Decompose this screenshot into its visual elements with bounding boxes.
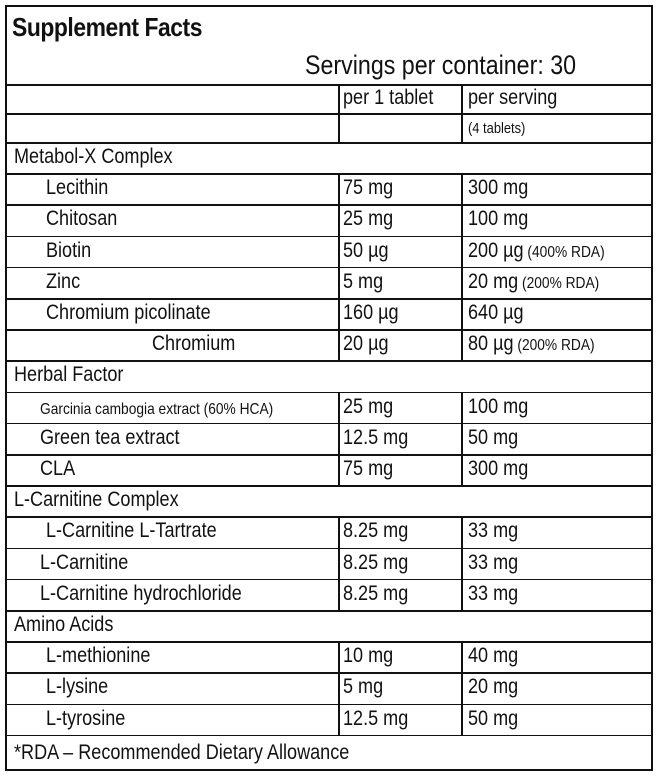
row-divider: [7, 360, 653, 362]
amount-per-tablet: 25 mg: [343, 207, 394, 231]
row-divider: [7, 236, 653, 238]
amount-per-tablet: 12.5 mg: [343, 425, 409, 449]
amount-per-serving: 80 µg (200% RDA): [468, 332, 595, 356]
row-divider: [7, 735, 653, 737]
row-divider: [7, 298, 653, 300]
ingredient-name: L-methionine: [46, 644, 151, 668]
row-divider: [7, 267, 653, 269]
ingredient-name: L-tyrosine: [46, 706, 126, 730]
header-per-tablet: per 1 tablet: [343, 86, 434, 109]
amount-per-serving: 200 µg (400% RDA): [468, 238, 605, 262]
row-divider: [7, 610, 653, 612]
ingredient-name: L-Carnitine L-Tartrate: [46, 519, 217, 543]
ingredient-name: Chitosan: [46, 207, 118, 231]
amount-per-serving: 33 mg: [468, 581, 519, 605]
ingredient-name: L-Carnitine: [40, 550, 129, 574]
rda-percent: (200% RDA): [513, 337, 595, 355]
amount-per-serving: 100 mg: [468, 207, 529, 231]
amount-per-tablet: 12.5 mg: [343, 706, 409, 730]
amount-per-serving: 40 mg: [468, 644, 519, 668]
ingredient-name: Zinc: [46, 269, 81, 293]
ingredient-name: Chromium picolinate: [46, 301, 211, 324]
column-divider: [461, 641, 463, 735]
amount-per-serving: 50 mg: [468, 706, 519, 730]
column-divider: [338, 173, 340, 360]
row-divider: [7, 485, 653, 487]
servings-per-container: Servings per container: 30: [305, 50, 577, 80]
ingredient-name: Biotin: [46, 238, 92, 262]
section-header: L-Carnitine Complex: [14, 488, 179, 512]
amount-per-tablet: 25 mg: [343, 394, 394, 418]
rda-percent: (400% RDA): [523, 243, 605, 261]
row-divider: [7, 113, 653, 115]
amount-per-serving: 20 mg (200% RDA): [468, 269, 600, 293]
column-divider: [338, 516, 340, 610]
ingredient-name: L-Carnitine hydrochloride: [40, 581, 242, 605]
section-divider: [7, 516, 653, 518]
amount-per-serving: 33 mg: [468, 550, 519, 574]
amount-per-tablet: 20 µg: [343, 332, 389, 356]
amount-per-tablet: 10 mg: [343, 644, 394, 668]
section-divider: [7, 173, 653, 175]
section-header: Amino Acids: [14, 613, 114, 636]
column-divider: [461, 173, 463, 360]
row-divider: [7, 704, 653, 706]
amount-per-tablet: 5 mg: [343, 269, 384, 293]
rda-percent: (200% RDA): [518, 274, 600, 292]
amount-per-tablet: 160 µg: [343, 301, 399, 324]
row-divider: [7, 548, 653, 550]
header-per-serving: per serving: [468, 86, 558, 109]
row-divider: [7, 204, 653, 206]
amount-per-serving: 640 µg: [468, 301, 524, 324]
amount-per-serving: 300 mg: [468, 176, 529, 200]
ingredient-name: Chromium: [152, 332, 236, 356]
amount-per-tablet: 75 mg: [343, 176, 394, 200]
ingredient-name: L-lysine: [46, 675, 109, 699]
amount-per-tablet: 8.25 mg: [343, 550, 409, 574]
section-header: Metabol-X Complex: [14, 145, 173, 168]
column-divider: [338, 641, 340, 735]
row-divider: [7, 454, 653, 456]
amount-per-serving: 300 mg: [468, 457, 529, 480]
amount-per-serving: 20 mg: [468, 675, 519, 699]
amount-per-tablet: 8.25 mg: [343, 519, 409, 543]
ingredient-name: Lecithin: [46, 176, 109, 200]
amount-per-serving: 100 mg: [468, 394, 529, 418]
section-divider: [7, 641, 653, 643]
amount-per-tablet: 5 mg: [343, 675, 384, 699]
header-per-serving-sub: (4 tablets): [468, 120, 526, 137]
column-divider: [461, 84, 463, 142]
column-divider: [338, 392, 340, 486]
ingredient-name: Green tea extract: [40, 425, 180, 449]
row-divider: [7, 672, 653, 674]
amount-per-tablet: 8.25 mg: [343, 581, 409, 605]
ingredient-name: CLA: [40, 457, 76, 480]
section-divider: [7, 392, 653, 394]
row-divider: [7, 142, 653, 144]
column-divider: [338, 84, 340, 142]
column-divider: [461, 516, 463, 610]
section-header: Herbal Factor: [14, 363, 124, 387]
column-divider: [461, 392, 463, 486]
row-divider: [7, 423, 653, 425]
ingredient-name: Garcinia cambogia extract (60% HCA): [40, 400, 274, 418]
amount-per-tablet: 50 µg: [343, 238, 389, 262]
row-divider: [7, 579, 653, 581]
amount-per-tablet: 75 mg: [343, 457, 394, 480]
row-divider: [7, 329, 653, 331]
panel-title: Supplement Facts: [12, 12, 203, 42]
amount-per-serving: 50 mg: [468, 425, 519, 449]
amount-per-serving: 33 mg: [468, 519, 519, 543]
rda-footnote: *RDA – Recommended Dietary Allowance: [14, 741, 350, 764]
